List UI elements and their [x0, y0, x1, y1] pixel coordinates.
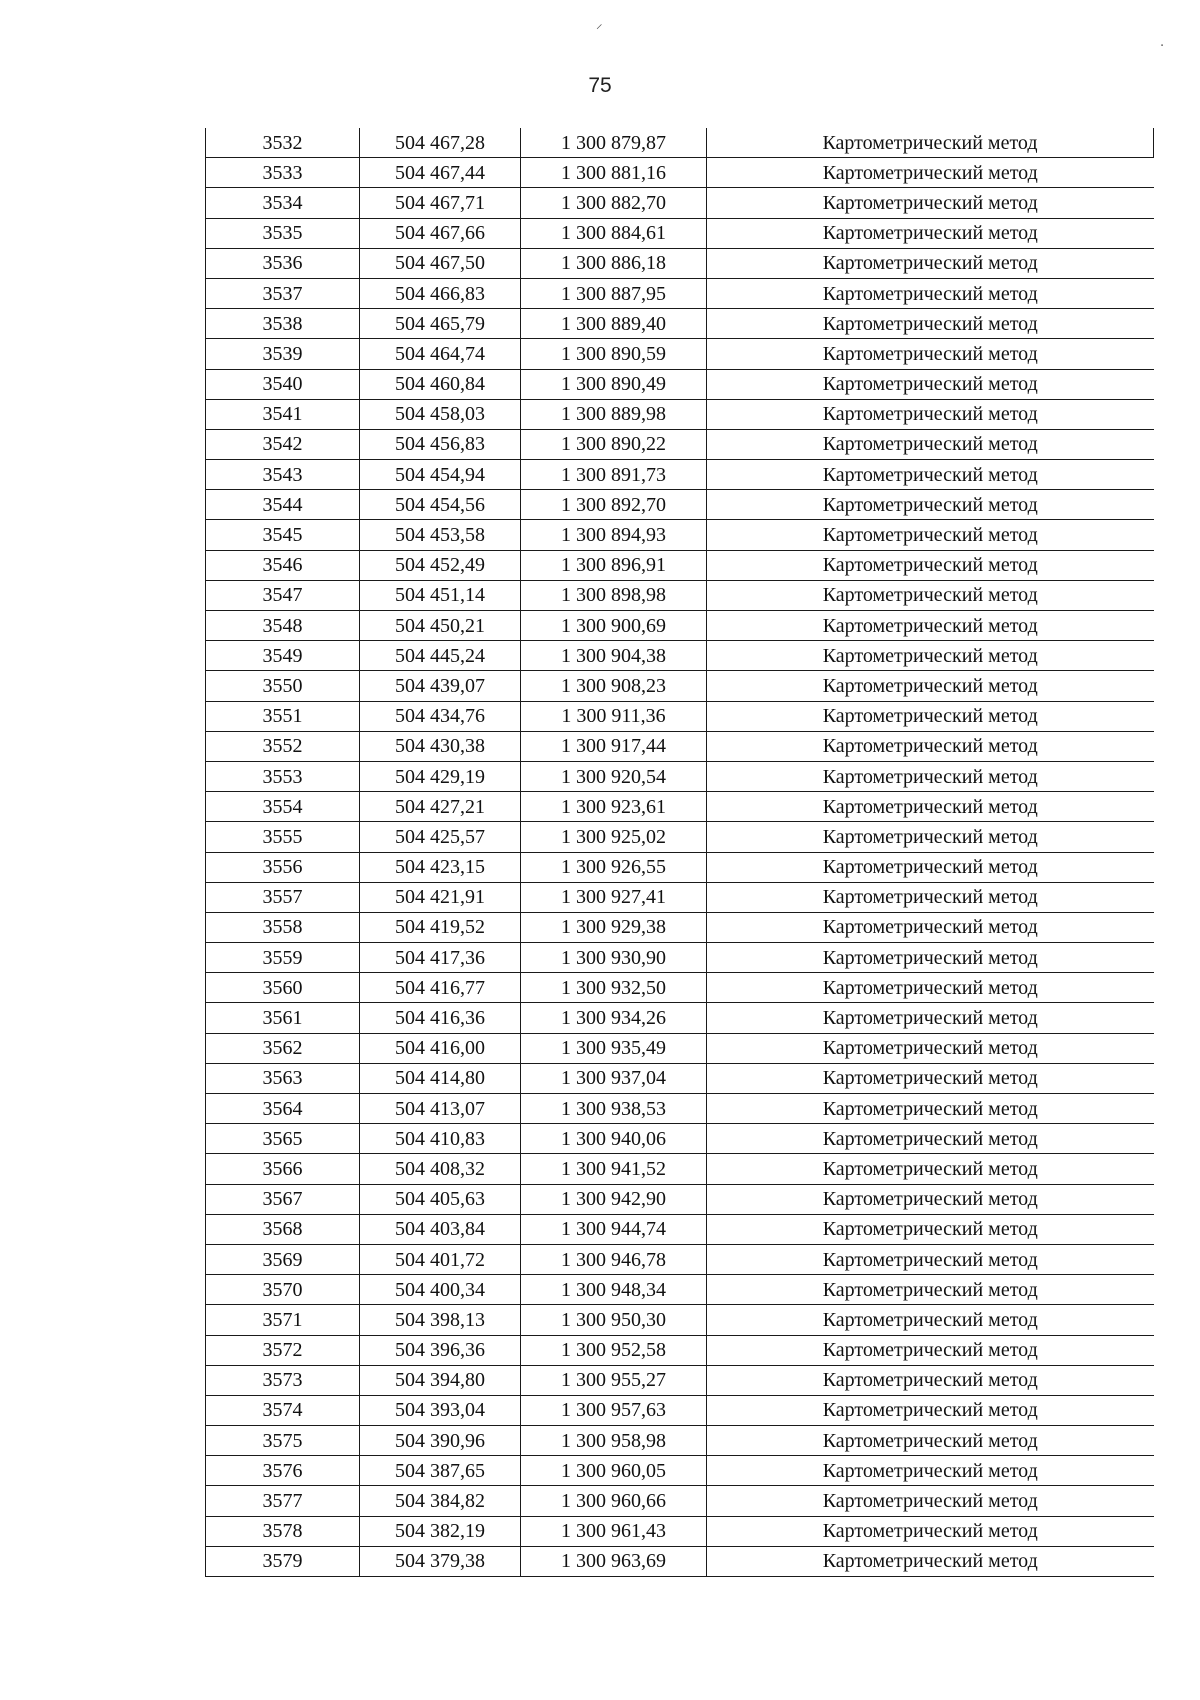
point-number-cell: 3568 — [206, 1214, 360, 1244]
x-coordinate-cell: 504 393,04 — [360, 1395, 521, 1425]
x-coordinate-cell: 504 466,83 — [360, 278, 521, 308]
scan-artifact-dot: · — [1160, 39, 1165, 54]
method-cell: Картометрический метод — [707, 1003, 1154, 1033]
table-row — [206, 429, 1154, 459]
table-row — [206, 580, 1154, 610]
y-coordinate-cell: 1 300 890,49 — [521, 369, 707, 399]
point-number-cell: 3539 — [206, 339, 360, 369]
method-cell: Картометрический метод — [707, 1275, 1154, 1305]
x-coordinate-cell: 504 408,32 — [360, 1154, 521, 1184]
method-cell: Картометрический метод — [707, 1124, 1154, 1154]
method-cell: Картометрический метод — [707, 218, 1154, 248]
y-coordinate-cell: 1 300 944,74 — [521, 1214, 707, 1244]
y-coordinate-cell: 1 300 960,66 — [521, 1486, 707, 1516]
table-row — [206, 188, 1154, 218]
x-coordinate-cell: 504 464,74 — [360, 339, 521, 369]
point-number-cell: 3576 — [206, 1456, 360, 1486]
x-coordinate-cell: 504 450,21 — [360, 611, 521, 641]
scan-artifact-mark: ⸝ — [596, 17, 603, 32]
y-coordinate-cell: 1 300 908,23 — [521, 671, 707, 701]
x-coordinate-cell: 504 425,57 — [360, 822, 521, 852]
method-cell: Картометрический метод — [707, 671, 1154, 701]
table-row — [206, 1033, 1154, 1063]
y-coordinate-cell: 1 300 911,36 — [521, 701, 707, 731]
x-coordinate-cell: 504 452,49 — [360, 550, 521, 580]
y-coordinate-cell: 1 300 929,38 — [521, 912, 707, 942]
x-coordinate-cell: 504 423,15 — [360, 852, 521, 882]
table-row — [206, 822, 1154, 852]
x-coordinate-cell: 504 417,36 — [360, 943, 521, 973]
y-coordinate-cell: 1 300 896,91 — [521, 550, 707, 580]
point-number-cell: 3567 — [206, 1184, 360, 1214]
table-row — [206, 1124, 1154, 1154]
table-row — [206, 520, 1154, 550]
method-cell: Картометрический метод — [707, 490, 1154, 520]
y-coordinate-cell: 1 300 886,18 — [521, 248, 707, 278]
table-row — [206, 882, 1154, 912]
y-coordinate-cell: 1 300 941,52 — [521, 1154, 707, 1184]
point-number-cell: 3532 — [206, 128, 360, 158]
method-cell: Картометрический метод — [707, 792, 1154, 822]
y-coordinate-cell: 1 300 898,98 — [521, 580, 707, 610]
point-number-cell: 3547 — [206, 580, 360, 610]
y-coordinate-cell: 1 300 937,04 — [521, 1063, 707, 1093]
point-number-cell: 3569 — [206, 1244, 360, 1274]
method-cell: Картометрический метод — [707, 369, 1154, 399]
y-coordinate-cell: 1 300 884,61 — [521, 218, 707, 248]
point-number-cell: 3540 — [206, 369, 360, 399]
x-coordinate-cell: 504 434,76 — [360, 701, 521, 731]
y-coordinate-cell: 1 300 889,40 — [521, 309, 707, 339]
x-coordinate-cell: 504 400,34 — [360, 1275, 521, 1305]
table-row — [206, 1154, 1154, 1184]
y-coordinate-cell: 1 300 879,87 — [521, 128, 707, 158]
point-number-cell: 3541 — [206, 399, 360, 429]
y-coordinate-cell: 1 300 892,70 — [521, 490, 707, 520]
x-coordinate-cell: 504 454,56 — [360, 490, 521, 520]
x-coordinate-cell: 504 453,58 — [360, 520, 521, 550]
method-cell: Картометрический метод — [707, 731, 1154, 761]
x-coordinate-cell: 504 387,65 — [360, 1456, 521, 1486]
method-cell: Картометрический метод — [707, 973, 1154, 1003]
x-coordinate-cell: 504 421,91 — [360, 882, 521, 912]
point-number-cell: 3546 — [206, 550, 360, 580]
table-row — [206, 1365, 1154, 1395]
table-row — [206, 1063, 1154, 1093]
y-coordinate-cell: 1 300 942,90 — [521, 1184, 707, 1214]
point-number-cell: 3579 — [206, 1546, 360, 1576]
y-coordinate-cell: 1 300 882,70 — [521, 188, 707, 218]
y-coordinate-cell: 1 300 917,44 — [521, 731, 707, 761]
x-coordinate-cell: 504 382,19 — [360, 1516, 521, 1546]
point-number-cell: 3578 — [206, 1516, 360, 1546]
method-cell: Картометрический метод — [707, 761, 1154, 791]
y-coordinate-cell: 1 300 932,50 — [521, 973, 707, 1003]
x-coordinate-cell: 504 401,72 — [360, 1244, 521, 1274]
table-row — [206, 731, 1154, 761]
table-row — [206, 973, 1154, 1003]
point-number-cell: 3542 — [206, 429, 360, 459]
method-cell: Картометрический метод — [707, 912, 1154, 942]
table-row — [206, 369, 1154, 399]
method-cell: Картометрический метод — [707, 1244, 1154, 1274]
table-row — [206, 671, 1154, 701]
x-coordinate-cell: 504 467,50 — [360, 248, 521, 278]
method-cell: Картометрический метод — [707, 460, 1154, 490]
x-coordinate-cell: 504 403,84 — [360, 1214, 521, 1244]
method-cell: Картометрический метод — [707, 1094, 1154, 1124]
point-number-cell: 3573 — [206, 1365, 360, 1395]
x-coordinate-cell: 504 467,44 — [360, 158, 521, 188]
point-number-cell: 3545 — [206, 520, 360, 550]
table-row — [206, 278, 1154, 308]
x-coordinate-cell: 504 394,80 — [360, 1365, 521, 1395]
point-number-cell: 3577 — [206, 1486, 360, 1516]
x-coordinate-cell: 504 396,36 — [360, 1335, 521, 1365]
x-coordinate-cell: 504 427,21 — [360, 792, 521, 822]
method-cell: Картометрический метод — [707, 1335, 1154, 1365]
table-row — [206, 1426, 1154, 1456]
method-cell: Картометрический метод — [707, 188, 1154, 218]
y-coordinate-cell: 1 300 890,22 — [521, 429, 707, 459]
y-coordinate-cell: 1 300 930,90 — [521, 943, 707, 973]
table-row — [206, 1275, 1154, 1305]
point-number-cell: 3555 — [206, 822, 360, 852]
table-row — [206, 1244, 1154, 1274]
x-coordinate-cell: 504 416,00 — [360, 1033, 521, 1063]
method-cell: Картометрический метод — [707, 1486, 1154, 1516]
point-number-cell: 3575 — [206, 1426, 360, 1456]
point-number-cell: 3559 — [206, 943, 360, 973]
table-row — [206, 1094, 1154, 1124]
point-number-cell: 3561 — [206, 1003, 360, 1033]
y-coordinate-cell: 1 300 961,43 — [521, 1516, 707, 1546]
method-cell: Картометрический метод — [707, 580, 1154, 610]
x-coordinate-cell: 504 445,24 — [360, 641, 521, 671]
table-row — [206, 761, 1154, 791]
x-coordinate-cell: 504 467,28 — [360, 128, 521, 158]
method-cell: Картометрический метод — [707, 611, 1154, 641]
table-row — [206, 1546, 1154, 1576]
point-number-cell: 3564 — [206, 1094, 360, 1124]
point-number-cell: 3574 — [206, 1395, 360, 1425]
x-coordinate-cell: 504 458,03 — [360, 399, 521, 429]
table-row — [206, 460, 1154, 490]
x-coordinate-cell: 504 456,83 — [360, 429, 521, 459]
point-number-cell: 3563 — [206, 1063, 360, 1093]
x-coordinate-cell: 504 405,63 — [360, 1184, 521, 1214]
method-cell: Картометрический метод — [707, 429, 1154, 459]
coordinates-table — [205, 128, 1154, 1577]
table-row — [206, 1395, 1154, 1425]
method-cell: Картометрический метод — [707, 1516, 1154, 1546]
table-row — [206, 1184, 1154, 1214]
table-row — [206, 1456, 1154, 1486]
y-coordinate-cell: 1 300 948,34 — [521, 1275, 707, 1305]
method-cell: Картометрический метод — [707, 882, 1154, 912]
point-number-cell: 3566 — [206, 1154, 360, 1184]
x-coordinate-cell: 504 429,19 — [360, 761, 521, 791]
point-number-cell: 3538 — [206, 309, 360, 339]
point-number-cell: 3551 — [206, 701, 360, 731]
x-coordinate-cell: 504 416,36 — [360, 1003, 521, 1033]
method-cell: Картометрический метод — [707, 339, 1154, 369]
point-number-cell: 3557 — [206, 882, 360, 912]
x-coordinate-cell: 504 398,13 — [360, 1305, 521, 1335]
x-coordinate-cell: 504 460,84 — [360, 369, 521, 399]
method-cell: Картометрический метод — [707, 520, 1154, 550]
table-row — [206, 943, 1154, 973]
table-row — [206, 490, 1154, 520]
table-row — [206, 1486, 1154, 1516]
method-cell: Картометрический метод — [707, 1154, 1154, 1184]
y-coordinate-cell: 1 300 934,26 — [521, 1003, 707, 1033]
table-row — [206, 641, 1154, 671]
y-coordinate-cell: 1 300 923,61 — [521, 792, 707, 822]
method-cell: Картометрический метод — [707, 1365, 1154, 1395]
table-row — [206, 309, 1154, 339]
point-number-cell: 3558 — [206, 912, 360, 942]
x-coordinate-cell: 504 410,83 — [360, 1124, 521, 1154]
table-row — [206, 852, 1154, 882]
table-row — [206, 912, 1154, 942]
point-number-cell: 3550 — [206, 671, 360, 701]
coordinates-table-body — [206, 128, 1154, 1577]
y-coordinate-cell: 1 300 925,02 — [521, 822, 707, 852]
method-cell: Картометрический метод — [707, 278, 1154, 308]
method-cell: Картометрический метод — [707, 1546, 1154, 1576]
point-number-cell: 3570 — [206, 1275, 360, 1305]
point-number-cell: 3553 — [206, 761, 360, 791]
x-coordinate-cell: 504 467,66 — [360, 218, 521, 248]
method-cell: Картометрический метод — [707, 1214, 1154, 1244]
point-number-cell: 3562 — [206, 1033, 360, 1063]
method-cell: Картометрический метод — [707, 1184, 1154, 1214]
y-coordinate-cell: 1 300 900,69 — [521, 611, 707, 641]
point-number-cell: 3534 — [206, 188, 360, 218]
y-coordinate-cell: 1 300 950,30 — [521, 1305, 707, 1335]
x-coordinate-cell: 504 379,38 — [360, 1546, 521, 1576]
table-row — [206, 550, 1154, 580]
table-row — [206, 1305, 1154, 1335]
table-row — [206, 128, 1154, 158]
y-coordinate-cell: 1 300 957,63 — [521, 1395, 707, 1425]
x-coordinate-cell: 504 414,80 — [360, 1063, 521, 1093]
x-coordinate-cell: 504 439,07 — [360, 671, 521, 701]
table-row — [206, 1335, 1154, 1365]
y-coordinate-cell: 1 300 889,98 — [521, 399, 707, 429]
y-coordinate-cell: 1 300 927,41 — [521, 882, 707, 912]
table-row — [206, 339, 1154, 369]
x-coordinate-cell: 504 451,14 — [360, 580, 521, 610]
y-coordinate-cell: 1 300 890,59 — [521, 339, 707, 369]
point-number-cell: 3535 — [206, 218, 360, 248]
point-number-cell: 3554 — [206, 792, 360, 822]
method-cell: Картометрический метод — [707, 309, 1154, 339]
x-coordinate-cell: 504 413,07 — [360, 1094, 521, 1124]
y-coordinate-cell: 1 300 960,05 — [521, 1456, 707, 1486]
table-row — [206, 701, 1154, 731]
method-cell: Картометрический метод — [707, 641, 1154, 671]
table-row — [206, 399, 1154, 429]
x-coordinate-cell: 504 465,79 — [360, 309, 521, 339]
point-number-cell: 3572 — [206, 1335, 360, 1365]
method-cell: Картометрический метод — [707, 701, 1154, 731]
y-coordinate-cell: 1 300 920,54 — [521, 761, 707, 791]
point-number-cell: 3549 — [206, 641, 360, 671]
table-row — [206, 248, 1154, 278]
method-cell: Картометрический метод — [707, 943, 1154, 973]
method-cell: Картометрический метод — [707, 822, 1154, 852]
point-number-cell: 3544 — [206, 490, 360, 520]
page-number: 75 — [588, 74, 612, 97]
y-coordinate-cell: 1 300 891,73 — [521, 460, 707, 490]
point-number-cell: 3556 — [206, 852, 360, 882]
table-row — [206, 1516, 1154, 1546]
table-row — [206, 1214, 1154, 1244]
y-coordinate-cell: 1 300 904,38 — [521, 641, 707, 671]
y-coordinate-cell: 1 300 887,95 — [521, 278, 707, 308]
x-coordinate-cell: 504 390,96 — [360, 1426, 521, 1456]
table-row — [206, 1003, 1154, 1033]
y-coordinate-cell: 1 300 881,16 — [521, 158, 707, 188]
y-coordinate-cell: 1 300 938,53 — [521, 1094, 707, 1124]
x-coordinate-cell: 504 430,38 — [360, 731, 521, 761]
x-coordinate-cell: 504 416,77 — [360, 973, 521, 1003]
point-number-cell: 3536 — [206, 248, 360, 278]
method-cell: Картометрический метод — [707, 852, 1154, 882]
y-coordinate-cell: 1 300 940,06 — [521, 1124, 707, 1154]
x-coordinate-cell: 504 419,52 — [360, 912, 521, 942]
table-row — [206, 158, 1154, 188]
method-cell: Картометрический метод — [707, 399, 1154, 429]
method-cell: Картометрический метод — [707, 550, 1154, 580]
method-cell: Картометрический метод — [707, 1426, 1154, 1456]
method-cell: Картометрический метод — [707, 128, 1154, 158]
y-coordinate-cell: 1 300 946,78 — [521, 1244, 707, 1274]
y-coordinate-cell: 1 300 958,98 — [521, 1426, 707, 1456]
table-row — [206, 218, 1154, 248]
point-number-cell: 3560 — [206, 973, 360, 1003]
table-row — [206, 611, 1154, 641]
y-coordinate-cell: 1 300 894,93 — [521, 520, 707, 550]
point-number-cell: 3543 — [206, 460, 360, 490]
method-cell: Картометрический метод — [707, 158, 1154, 188]
point-number-cell: 3537 — [206, 278, 360, 308]
method-cell: Картометрический метод — [707, 1063, 1154, 1093]
point-number-cell: 3571 — [206, 1305, 360, 1335]
point-number-cell: 3565 — [206, 1124, 360, 1154]
method-cell: Картометрический метод — [707, 1033, 1154, 1063]
table-row — [206, 792, 1154, 822]
method-cell: Картометрический метод — [707, 1456, 1154, 1486]
y-coordinate-cell: 1 300 955,27 — [521, 1365, 707, 1395]
method-cell: Картометрический метод — [707, 1305, 1154, 1335]
point-number-cell: 3552 — [206, 731, 360, 761]
y-coordinate-cell: 1 300 935,49 — [521, 1033, 707, 1063]
point-number-cell: 3533 — [206, 158, 360, 188]
method-cell: Картометрический метод — [707, 1395, 1154, 1425]
y-coordinate-cell: 1 300 963,69 — [521, 1546, 707, 1576]
x-coordinate-cell: 504 454,94 — [360, 460, 521, 490]
y-coordinate-cell: 1 300 952,58 — [521, 1335, 707, 1365]
point-number-cell: 3548 — [206, 611, 360, 641]
y-coordinate-cell: 1 300 926,55 — [521, 852, 707, 882]
method-cell: Картометрический метод — [707, 248, 1154, 278]
x-coordinate-cell: 504 384,82 — [360, 1486, 521, 1516]
x-coordinate-cell: 504 467,71 — [360, 188, 521, 218]
